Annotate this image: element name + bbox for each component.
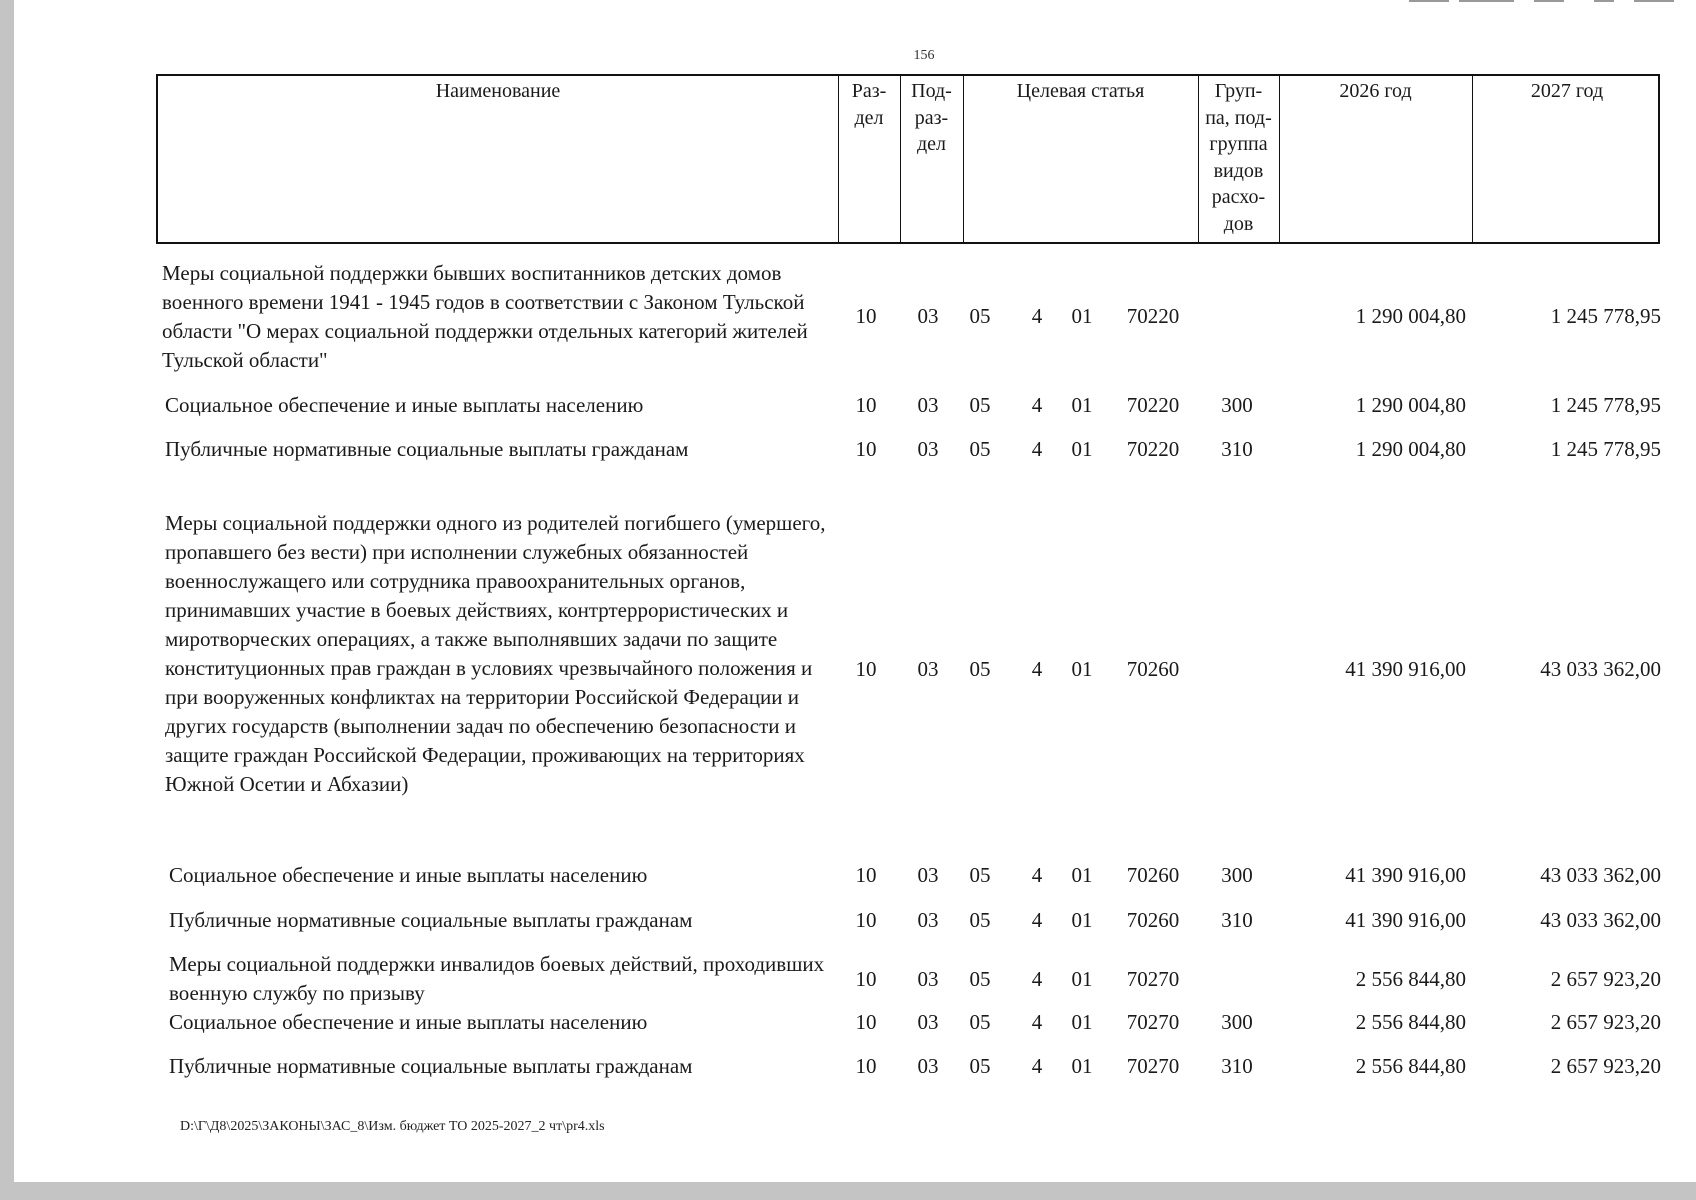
cell-ts-code: 70260 <box>1126 863 1180 887</box>
header-tselevaya-statya <box>963 76 1198 242</box>
cell-razdel: 10 <box>855 967 877 991</box>
cell-ts-code: 70220 <box>1126 304 1180 328</box>
scan-artifact <box>1634 0 1674 2</box>
row-name: Публичные нормативные социальные выплаты гражданам <box>169 1054 693 1078</box>
cell-ts-program: 05 <box>969 393 991 417</box>
cell-ts-group: 01 <box>1071 908 1093 932</box>
row-name: Меры социальной поддержки одного из родителей погибшего (умершего, пропавшего без вести) при исполнении служебных обязанностей военнослужащего или сотрудника правоохранительных органов, принимавших участие в боевых действиях, контртеррористических и миротворческих операциях, а также выполнявших задачи по защите конституционных прав граждан в условиях чрезвычайного положения и при вооруженных конфликтах на территории Российской Федерации и других государств (выполнении задач по обеспечению безопасности и защите граждан Российской Федерации, проживающих на территориях Южной Осетии и Абхазии) <box>165 511 826 796</box>
cell-ts-program: 05 <box>969 908 991 932</box>
cell-ts-group: 01 <box>1071 1010 1093 1034</box>
cell-gruppa: 300 <box>1221 1010 1253 1034</box>
cell-ts-type: 4 <box>1031 1054 1043 1078</box>
cell-2026: 1 290 004,80 <box>1355 304 1466 328</box>
cell-2027: 2 657 923,20 <box>1550 967 1661 991</box>
row-name: Публичные нормативные социальные выплаты гражданам <box>169 908 693 932</box>
cell-podrazdel: 03 <box>917 304 939 328</box>
cell-ts-program: 05 <box>969 1010 991 1034</box>
cell-ts-code: 70260 <box>1126 908 1180 932</box>
cell-ts-group: 01 <box>1071 863 1093 887</box>
header-gruppa-line: Груп- <box>1214 80 1263 102</box>
cell-ts-group: 01 <box>1071 1054 1093 1078</box>
header-podrazdel-line: раз- <box>914 106 949 129</box>
scan-artifact <box>1459 0 1514 2</box>
cell-ts-type: 4 <box>1031 304 1043 328</box>
cell-gruppa: 310 <box>1221 908 1253 932</box>
document-page <box>14 0 1696 1182</box>
cell-ts-type: 4 <box>1031 437 1043 461</box>
header-podrazdel-line: Под- <box>911 80 952 102</box>
cell-gruppa: 310 <box>1221 1054 1253 1078</box>
row-name: Меры социальной поддержки бывших воспитанников детских домов военного времени 1941 - 1945 годов в соответствии с Законом Тульской области "О мерах социальной поддержки отдельных категорий жителей Тульской области" <box>162 261 808 372</box>
header-razdel <box>838 76 900 242</box>
cell-2027: 2 657 923,20 <box>1550 1010 1661 1034</box>
cell-gruppa: 300 <box>1221 863 1253 887</box>
cell-razdel: 10 <box>855 657 877 681</box>
row-name: Социальное обеспечение и иные выплаты населению <box>169 863 648 887</box>
cell-ts-type: 4 <box>1031 1010 1043 1034</box>
cell-2026: 2 556 844,80 <box>1355 1010 1466 1034</box>
cell-ts-type: 4 <box>1031 863 1043 887</box>
cell-2026: 41 390 916,00 <box>1345 908 1466 932</box>
row-name: Меры социальной поддержки инвалидов боевых действий, проходивших военную службу по призыву <box>169 952 825 1005</box>
header-2026 <box>1279 76 1472 242</box>
header-tselevaya-text: Целевая статья <box>1016 80 1145 102</box>
cell-gruppa: 310 <box>1221 437 1253 461</box>
cell-podrazdel: 03 <box>917 657 939 681</box>
row-name: Социальное обеспечение и иные выплаты населению <box>169 1010 648 1034</box>
cell-ts-code: 70220 <box>1126 393 1180 417</box>
cell-razdel: 10 <box>855 1010 877 1034</box>
cell-2026: 2 556 844,80 <box>1355 1054 1466 1078</box>
cell-ts-type: 4 <box>1031 967 1043 991</box>
cell-2027: 1 245 778,95 <box>1550 304 1661 328</box>
scan-artifact <box>1409 0 1449 2</box>
header-razdel-line: дел <box>854 106 884 129</box>
header-2027-text: 2027 год <box>1530 80 1604 102</box>
cell-2027: 1 245 778,95 <box>1550 393 1661 417</box>
cell-ts-program: 05 <box>969 967 991 991</box>
cell-ts-program: 05 <box>969 304 991 328</box>
cell-razdel: 10 <box>855 304 877 328</box>
cell-ts-code: 70270 <box>1126 967 1180 991</box>
cell-podrazdel: 03 <box>917 863 939 887</box>
cell-ts-type: 4 <box>1031 908 1043 932</box>
header-gruppa <box>1198 76 1279 242</box>
header-gruppa-line: расхо- <box>1211 186 1266 208</box>
header-gruppa-line: видов <box>1213 159 1264 182</box>
cell-ts-code: 70270 <box>1126 1054 1180 1078</box>
cell-gruppa: 300 <box>1221 393 1253 417</box>
footer-file-path: D:\Г\Д8\2025\ЗАКОНЫ\ЗАС_8\Изм. бюджет ТО 2025-2027_2 чт\pr4.xls <box>180 1119 605 1134</box>
cell-ts-group: 01 <box>1071 437 1093 461</box>
cell-2026: 41 390 916,00 <box>1345 863 1466 887</box>
cell-2026: 1 290 004,80 <box>1355 437 1466 461</box>
header-gruppa-line: группа <box>1209 133 1268 155</box>
header-podrazdel <box>900 76 963 242</box>
cell-2027: 2 657 923,20 <box>1550 1054 1661 1078</box>
cell-ts-type: 4 <box>1031 393 1043 417</box>
cell-podrazdel: 03 <box>917 967 939 991</box>
cell-razdel: 10 <box>855 908 877 932</box>
row-name: Социальное обеспечение и иные выплаты населению <box>165 393 644 417</box>
cell-2027: 1 245 778,95 <box>1550 437 1661 461</box>
header-2027 <box>1472 76 1662 242</box>
cell-2027: 43 033 362,00 <box>1540 657 1661 681</box>
cell-2027: 43 033 362,00 <box>1540 863 1661 887</box>
scan-artifact <box>1534 0 1564 2</box>
cell-ts-program: 05 <box>969 437 991 461</box>
header-gruppa-line: дов <box>1223 212 1254 235</box>
cell-2026: 1 290 004,80 <box>1355 393 1466 417</box>
table-header <box>156 74 1660 244</box>
cell-podrazdel: 03 <box>917 437 939 461</box>
scan-artifact <box>1594 0 1614 2</box>
cell-2027: 43 033 362,00 <box>1540 908 1661 932</box>
header-podrazdel-line: дел <box>916 133 947 155</box>
cell-2026: 2 556 844,80 <box>1355 967 1466 991</box>
cell-ts-group: 01 <box>1071 393 1093 417</box>
cell-ts-group: 01 <box>1071 967 1093 991</box>
header-name-text: Наименование <box>435 80 561 102</box>
cell-razdel: 10 <box>855 437 877 461</box>
cell-ts-group: 01 <box>1071 657 1093 681</box>
cell-ts-type: 4 <box>1031 657 1043 681</box>
header-2026-text: 2026 год <box>1339 80 1412 102</box>
header-gruppa-line: па, под- <box>1205 106 1272 129</box>
cell-podrazdel: 03 <box>917 393 939 417</box>
cell-podrazdel: 03 <box>917 908 939 932</box>
cell-ts-group: 01 <box>1071 304 1093 328</box>
cell-podrazdel: 03 <box>917 1054 939 1078</box>
cell-ts-code: 70270 <box>1126 1010 1180 1034</box>
cell-ts-code: 70260 <box>1126 657 1180 681</box>
cell-ts-program: 05 <box>969 657 991 681</box>
cell-podrazdel: 03 <box>917 1010 939 1034</box>
header-razdel-line: Раз- <box>851 80 887 102</box>
cell-razdel: 10 <box>855 863 877 887</box>
cell-ts-program: 05 <box>969 1054 991 1078</box>
cell-ts-code: 70220 <box>1126 437 1180 461</box>
row-name: Публичные нормативные социальные выплаты гражданам <box>165 437 689 461</box>
header-name <box>158 76 838 242</box>
cell-ts-program: 05 <box>969 863 991 887</box>
cell-razdel: 10 <box>855 1054 877 1078</box>
cell-2026: 41 390 916,00 <box>1345 657 1466 681</box>
page-number: 156 <box>913 48 935 63</box>
cell-razdel: 10 <box>855 393 877 417</box>
